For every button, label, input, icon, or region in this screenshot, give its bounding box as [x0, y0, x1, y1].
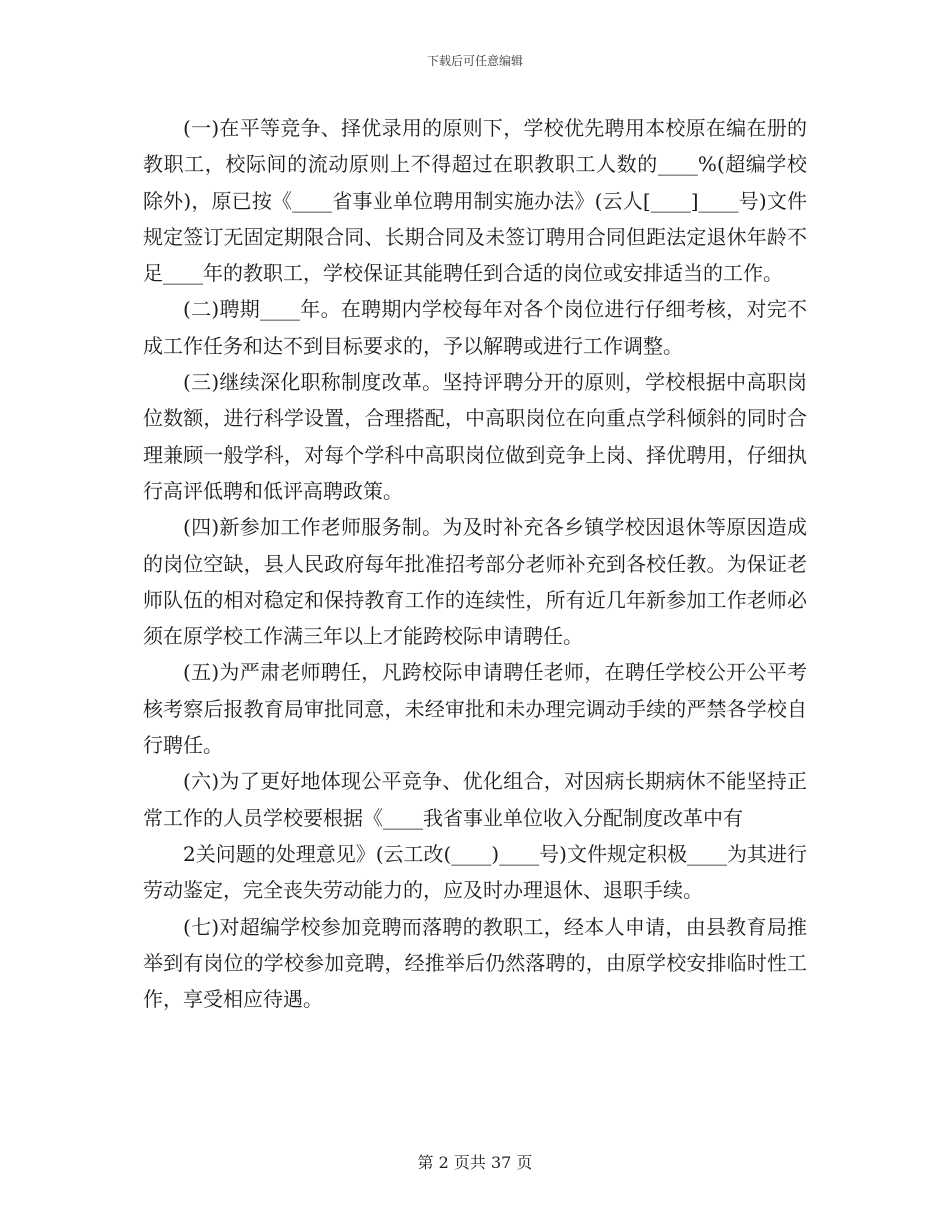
paragraph-5: (五)为严肃老师聘任，凡跨校际申请聘任老师，在聘任学校公开公平考核考察后报教育局审批同意，未经审批和未办理完调动手续的严禁各学校自行聘任。 [143, 660, 807, 758]
paragraph-4: (四)新参加工作老师服务制。为及时补充各乡镇学校因退休等原因造成的岗位空缺，县人民政府每年批准招考部分老师补充到各校任教。为保证老师队伍的相对稳定和保持教育工作的连续性，所有近几年新参加工作老师必须在原学校工作满三年以上才能跨校际申请聘任。 [143, 515, 807, 649]
paragraph-8: (七)对超编学校参加竞聘而落聘的教职工，经本人申请，由县教育局推举到有岗位的学校参加竞聘，经推举后仍然落聘的，由原学校安排临时性工作，享受相应待遇。 [143, 914, 807, 1012]
document-body [143, 110, 807, 1017]
paragraph-7: 2关问题的处理意见》(云工改(____)____号)文件规定积极____为其进行劳动鉴定，完全丧失劳动能力的，应及时办理退休、退职手续。 [143, 841, 807, 903]
paragraph-6: (六)为了更好地体现公平竞争、优化组合，对因病长期病休不能坚持正常工作的人员学校要根据《____我省事业单位收入分配制度改革中有 [143, 769, 807, 830]
paragraph-1: (一)在平等竞争、择优录用的原则下，学校优先聘用本校原在编在册的教职工，校际间的流动原则上不得超过在职教职工人数的____%(超编学校除外)，原已按《____省事业单位聘用制实施办法》(云人[____]____号)文件规定签订无固定期限合同、长期合同及未签订聘用合同但距法定退休年龄不足____年的教职工，学校保证其能聘任到合适的岗位或安排适当的工作。 [143, 116, 807, 286]
page-footer: 第 2 页共 37 页 [417, 1153, 533, 1172]
paragraph-2: (二)聘期____年。在聘期内学校每年对各个岗位进行仔细考核，对完不成工作任务和达不到目标要求的，予以解聘或进行工作调整。 [143, 297, 807, 358]
page-header: 下载后可任意编辑 [426, 54, 523, 68]
paragraph-3: (三)继续深化职称制度改革。坚持评聘分开的原则，学校根据中高职岗位数额，进行科学设置，合理搭配，中高职岗位在向重点学科倾斜的同时合理兼顾一般学科，对每个学科中高职岗位做到竞争上岗、择优聘用，仔细执行高评低聘和低评高聘政策。 [143, 370, 807, 503]
